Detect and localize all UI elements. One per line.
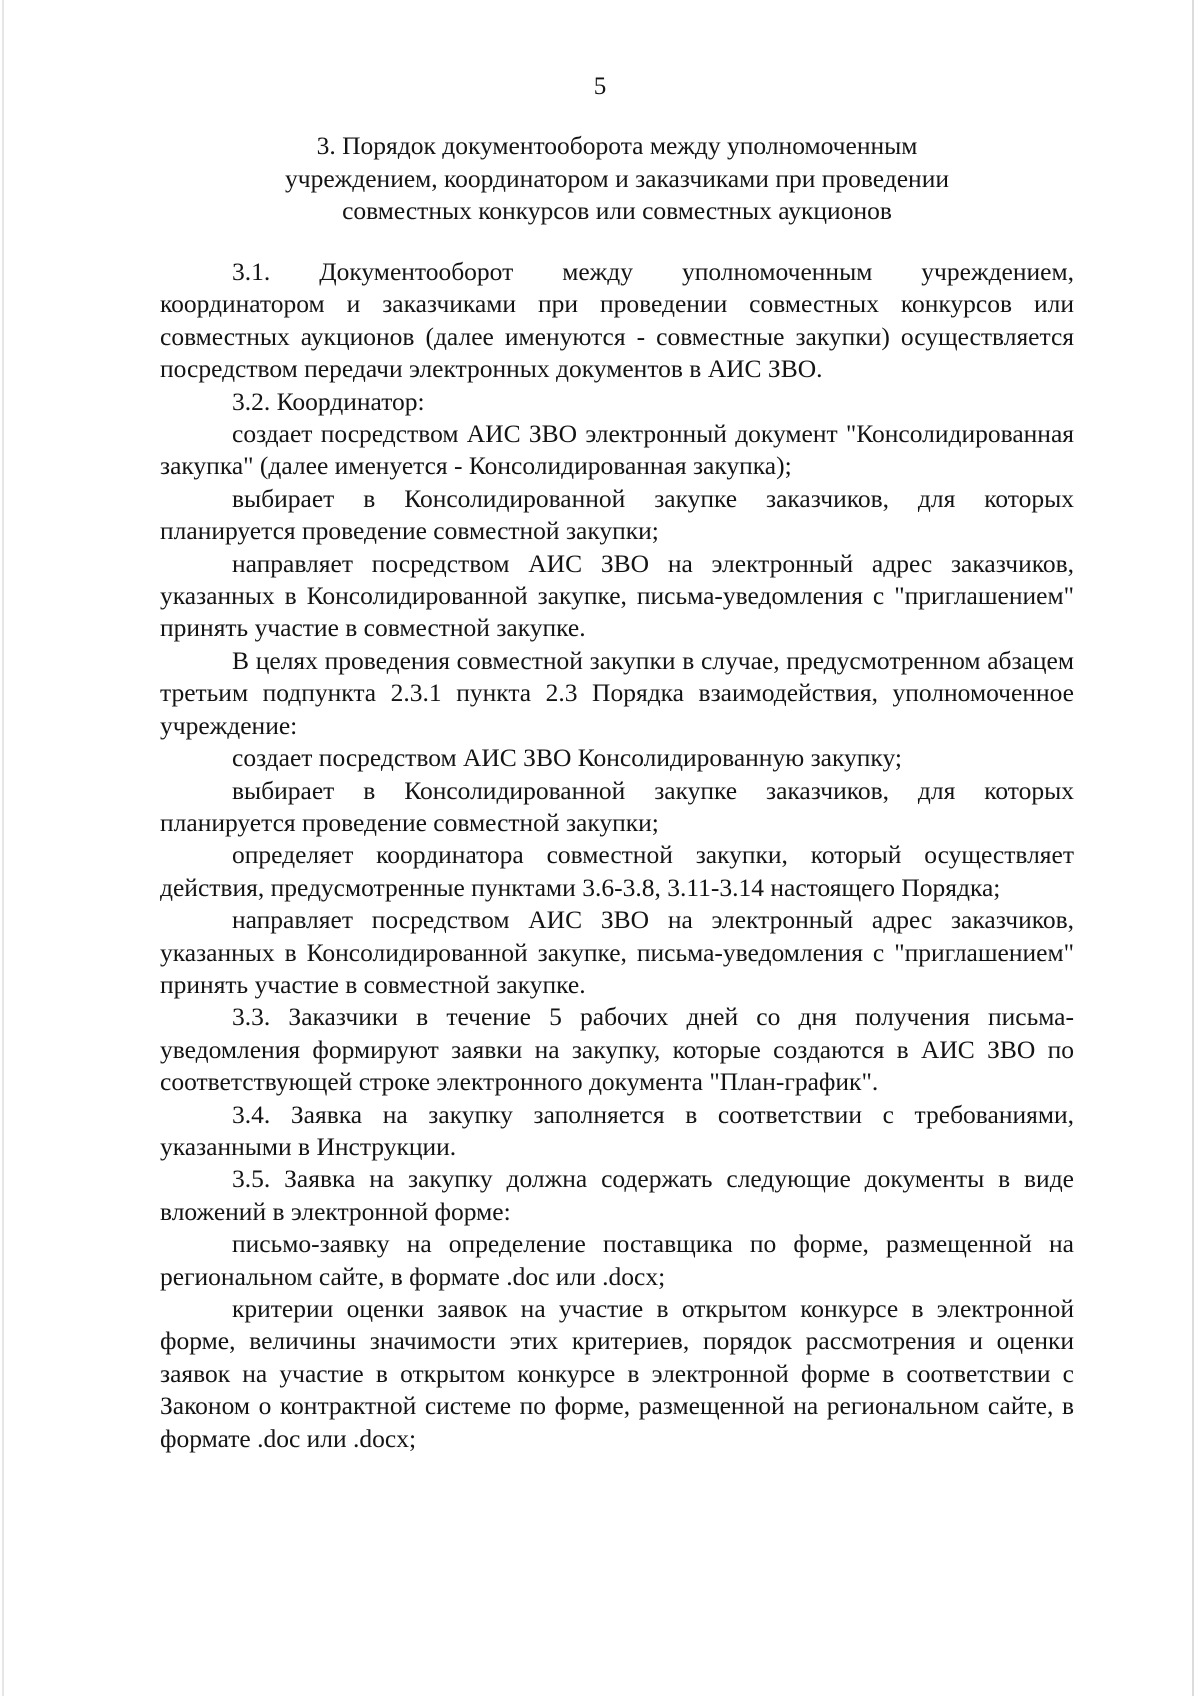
paragraph: письмо-заявку на определение поставщика по форме, размещенной на региональном сайте, в формате .doc или .docx; xyxy=(160,1229,1074,1291)
paragraph: создает посредством АИС ЗВО Консолидированную закупку; xyxy=(232,743,902,773)
paragraph-3-2-heading: 3.2. Координатор: xyxy=(232,386,425,416)
scan-right-edge xyxy=(1192,0,1194,1696)
paragraph: выбирает в Консолидированной закупке заказчиков, для которых планируется проведение совместной закупки; xyxy=(160,775,1074,837)
paragraph-3-4: 3.4. Заявка на закупку заполняется в соответствии с требованиями, указанными в Инструкции. xyxy=(160,1099,1074,1161)
section-title-line: 3. Порядок документооборота между уполномоченным xyxy=(316,131,918,160)
section-title-line: совместных конкурсов или совместных аукционов xyxy=(342,196,892,225)
paragraph: критерии оценки заявок на участие в открытом конкурсе в электронной форме, величины значимости этих критериев, порядок рассмотрения и оценки заявок на участие в открытом конкурсе в электронной форме в соответствии с Законом о контрактной системе по форме, размещенной на региональном сайте, в формате .doc или .docx; xyxy=(160,1294,1074,1453)
scan-left-edge xyxy=(2,0,4,1696)
paragraph: В целях проведения совместной закупки в случае, предусмотренном абзацем третьим подпункта 2.3.1 пункта 2.3 Порядка взаимодействия, уполномоченное учреждение: xyxy=(160,645,1074,740)
page-number: 5 xyxy=(593,73,607,100)
section-title-line: учреждением, координатором и заказчиками при проведении xyxy=(285,163,949,193)
paragraph: выбирает в Консолидированной закупке заказчиков, для которых планируется проведение совместной закупки; xyxy=(160,483,1074,546)
paragraph-3-1: 3.1. Документооборот между уполномоченным учреждением, координатором и заказчиками при проведении совместных конкурсов или совместных аукционов (далее именуются - совместные закупки) осуществляется посредством передачи электронных документов в АИС ЗВО. xyxy=(160,257,1074,384)
paragraph-3-3: 3.3. Заказчики в течение 5 рабочих дней со дня получения письма-уведомления формируют заявки на закупку, которые создаются в АИС ЗВО по соответствующей строке электронного документа "План-график". xyxy=(160,1002,1074,1097)
paragraph: создает посредством АИС ЗВО электронный документ "Консолидированная закупка" (далее именуется - Консолидированная закупка); xyxy=(160,419,1074,481)
section-title xyxy=(160,130,1074,228)
paragraph-3-5: 3.5. Заявка на закупку должна содержать следующие документы в виде вложений в электронной форме: xyxy=(160,1164,1074,1226)
paragraph: определяет координатора совместной закупки, который осуществляет действия, предусмотренные пунктами 3.6-3.8, 3.11-3.14 настоящего Порядка; xyxy=(160,840,1074,902)
paragraph: направляет посредством АИС ЗВО на электронный адрес заказчиков, указанных в Консолидированной закупке, письма-уведомления с "приглашением" принять участие в совместной закупке. xyxy=(160,548,1074,643)
document-body xyxy=(160,256,1074,1455)
paragraph: направляет посредством АИС ЗВО на электронный адрес заказчиков, указанных в Консолидированной закупке, письма-уведомления с "приглашением" принять участие в совместной закупке. xyxy=(160,905,1074,999)
